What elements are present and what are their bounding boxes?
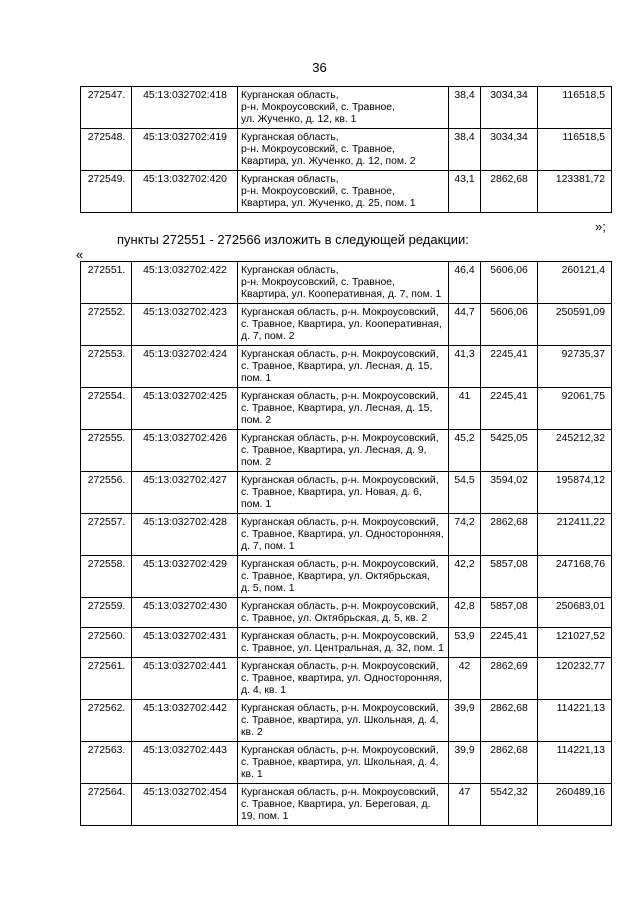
table-row: [81, 472, 612, 514]
address-line: Курганская область,: [241, 265, 339, 276]
address-line: Курганская область, р-н. Мокроусовский,: [241, 349, 439, 360]
cadastral-number-cell: 45:13:032702:424: [132, 346, 238, 388]
cadastral-value-cell: 116518,5: [538, 87, 612, 129]
address-line: Курганская область,: [241, 174, 339, 185]
rate-cell: 3594,02: [481, 472, 538, 514]
address-line: с. Травное, Квартира, ул. Лесная, д. 15,: [241, 403, 433, 414]
address-cell: [238, 346, 449, 388]
area-cell: 41,3: [449, 346, 481, 388]
cadastral-value-cell: 250591,09: [538, 304, 612, 346]
address-line: р-н. Мокроусовский, с. Травное,: [241, 144, 395, 155]
cadastral-number-cell: 45:13:032702:427: [132, 472, 238, 514]
address-line: с. Травное, Квартира, ул. Лесная, д. 9,: [241, 445, 427, 456]
cadastral-number-cell: 45:13:032702:423: [132, 304, 238, 346]
table-row: [81, 430, 612, 472]
address-line: ул. Жученко, д. 12, кв. 1: [241, 114, 357, 125]
area-cell: 46,4: [449, 262, 481, 304]
row-number-cell: 272549.: [81, 171, 132, 213]
row-number-cell: 272551.: [81, 262, 132, 304]
table-row: [81, 556, 612, 598]
area-cell: 44,7: [449, 304, 481, 346]
address-line: Курганская область, р-н. Мокроусовский,: [241, 475, 439, 486]
address-line: с. Травное, Квартира, ул. Лесная, д. 15,: [241, 361, 433, 372]
rate-cell: 2245,41: [481, 388, 538, 430]
cadastral-number-cell: 45:13:032702:420: [132, 171, 238, 213]
cadastral-number-cell: 45:13:032702:431: [132, 628, 238, 658]
property-table-main: [80, 261, 612, 826]
address-line: Курганская область, р-н. Мокроусовский,: [241, 307, 439, 318]
rate-cell: 5425,05: [481, 430, 538, 472]
address-line: с. Травное, ул. Октябрьская, д. 5, кв. 2: [241, 613, 428, 624]
row-number-cell: 272562.: [81, 700, 132, 742]
cadastral-value-cell: 114221,13: [538, 700, 612, 742]
cadastral-number-cell: 45:13:032702:429: [132, 556, 238, 598]
address-line: с. Травное, Квартира, ул. Новая, д. 6,: [241, 487, 422, 498]
rate-cell: 2862,69: [481, 658, 538, 700]
row-number-cell: 272557.: [81, 514, 132, 556]
address-line: с. Травное, Квартира, ул. Октябрьская,: [241, 571, 430, 582]
rate-cell: 2862,68: [481, 742, 538, 784]
cadastral-value-cell: 195874,12: [538, 472, 612, 514]
address-line: кв. 1: [241, 769, 263, 780]
area-cell: 45,2: [449, 430, 481, 472]
rate-cell: 5857,08: [481, 556, 538, 598]
address-cell: [238, 658, 449, 700]
property-table-top-body: [81, 87, 612, 213]
rate-cell: 2245,41: [481, 346, 538, 388]
address-line: с. Травное, ул. Центральная, д. 32, пом. 1: [241, 643, 444, 654]
cadastral-number-cell: 45:13:032702:443: [132, 742, 238, 784]
address-cell: [238, 262, 449, 304]
row-number-cell: 272560.: [81, 628, 132, 658]
table-row: [81, 784, 612, 826]
address-cell: [238, 472, 449, 514]
cadastral-number-cell: 45:13:032702:454: [132, 784, 238, 826]
area-cell: 47: [449, 784, 481, 826]
address-line: Курганская область, р-н. Мокроусовский,: [241, 391, 439, 402]
address-cell: [238, 129, 449, 171]
table-row: [81, 171, 612, 213]
property-table-main-body: [81, 262, 612, 826]
area-cell: 41: [449, 388, 481, 430]
row-number-cell: 272552.: [81, 304, 132, 346]
address-line: Курганская область,: [241, 90, 339, 101]
address-cell: [238, 87, 449, 129]
address-line: Курганская область, р-н. Мокроусовский,: [241, 703, 439, 714]
area-cell: 38,4: [449, 129, 481, 171]
address-line: Курганская область, р-н. Мокроусовский,: [241, 661, 439, 672]
area-cell: 74,2: [449, 514, 481, 556]
address-line: пом. 2: [241, 457, 272, 468]
cadastral-number-cell: 45:13:032702:425: [132, 388, 238, 430]
area-cell: 42: [449, 658, 481, 700]
row-number-cell: 272553.: [81, 346, 132, 388]
page-number: 36: [312, 60, 327, 75]
table-row: [81, 628, 612, 658]
cadastral-number-cell: 45:13:032702:441: [132, 658, 238, 700]
table-row: [81, 346, 612, 388]
address-cell: [238, 784, 449, 826]
address-line: Курганская область, р-н. Мокроусовский,: [241, 631, 439, 642]
address-line: д. 4, кв. 1: [241, 685, 287, 696]
cadastral-value-cell: 120232,77: [538, 658, 612, 700]
area-cell: 38,4: [449, 87, 481, 129]
table-row: [81, 129, 612, 171]
row-number-cell: 272558.: [81, 556, 132, 598]
row-number-cell: 272564.: [81, 784, 132, 826]
cadastral-value-cell: 250683,01: [538, 598, 612, 628]
cadastral-value-cell: 247168,76: [538, 556, 612, 598]
address-cell: [238, 556, 449, 598]
rate-cell: 2245,41: [481, 628, 538, 658]
address-line: пом. 1: [241, 499, 272, 510]
rate-cell: 2862,68: [481, 171, 538, 213]
address-cell: [238, 171, 449, 213]
cadastral-number-cell: 45:13:032702:428: [132, 514, 238, 556]
address-line: д. 5, пом. 1: [241, 583, 295, 594]
opening-quote: «: [76, 247, 84, 262]
property-table-top: [80, 86, 612, 213]
address-line: с. Травное, Квартира, ул. Односторонняя,: [241, 529, 444, 540]
address-cell: [238, 598, 449, 628]
address-cell: [238, 388, 449, 430]
table-row: [81, 598, 612, 628]
row-number-cell: 272555.: [81, 430, 132, 472]
row-number-cell: 272561.: [81, 658, 132, 700]
row-number-cell: 272554.: [81, 388, 132, 430]
row-number-cell: 272548.: [81, 129, 132, 171]
table-row: [81, 742, 612, 784]
address-line: Курганская область, р-н. Мокроусовский,: [241, 787, 439, 798]
address-line: Курганская область, р-н. Мокроусовский,: [241, 559, 439, 570]
address-line: пом. 2: [241, 415, 272, 426]
address-line: д. 7, пом. 2: [241, 331, 295, 342]
address-line: Квартира, ул. Жученко, д. 12, пом. 2: [241, 156, 416, 167]
cadastral-number-cell: 45:13:032702:430: [132, 598, 238, 628]
table-row: [81, 262, 612, 304]
table-row: [81, 304, 612, 346]
cadastral-value-cell: 212411,22: [538, 514, 612, 556]
address-cell: [238, 742, 449, 784]
area-cell: 43,1: [449, 171, 481, 213]
cadastral-value-cell: 114221,13: [538, 742, 612, 784]
area-cell: 39,9: [449, 742, 481, 784]
area-cell: 54,5: [449, 472, 481, 514]
row-number-cell: 272559.: [81, 598, 132, 628]
cadastral-value-cell: 92735,37: [538, 346, 612, 388]
address-line: Квартира, ул. Жученко, д. 25, пом. 1: [241, 198, 416, 209]
area-cell: 39,9: [449, 700, 481, 742]
cadastral-number-cell: 45:13:032702:419: [132, 129, 238, 171]
cadastral-number-cell: 45:13:032702:426: [132, 430, 238, 472]
address-cell: [238, 304, 449, 346]
area-cell: 42,8: [449, 598, 481, 628]
row-number-cell: 272547.: [81, 87, 132, 129]
rate-cell: 2862,68: [481, 514, 538, 556]
rate-cell: 5542,32: [481, 784, 538, 826]
cadastral-value-cell: 123381,72: [538, 171, 612, 213]
address-line: Квартира, ул. Кооперативная, д. 7, пом. 1: [241, 289, 442, 300]
cadastral-value-cell: 92061,75: [538, 388, 612, 430]
cadastral-value-cell: 260489,16: [538, 784, 612, 826]
address-line: р-н. Мокроусовский, с. Травное,: [241, 102, 395, 113]
address-line: Курганская область,: [241, 132, 339, 143]
cadastral-number-cell: 45:13:032702:418: [132, 87, 238, 129]
address-line: Курганская область, р-н. Мокроусовский,: [241, 517, 439, 528]
rate-cell: 5606,06: [481, 304, 538, 346]
closing-quote: »;: [595, 219, 606, 234]
address-line: пом. 1: [241, 373, 272, 384]
table-row: [81, 700, 612, 742]
amendment-instruction: пункты 272551 - 272566 изложить в следующей редакции:: [117, 232, 469, 247]
cadastral-number-cell: 45:13:032702:422: [132, 262, 238, 304]
address-line: д. 7, пом. 1: [241, 541, 295, 552]
rate-cell: 3034,34: [481, 129, 538, 171]
table-row: [81, 514, 612, 556]
cadastral-value-cell: 116518,5: [538, 129, 612, 171]
cadastral-value-cell: 245212,32: [538, 430, 612, 472]
cadastral-value-cell: 260121,4: [538, 262, 612, 304]
address-line: Курганская область, р-н. Мокроусовский,: [241, 601, 439, 612]
cadastral-number-cell: 45:13:032702:442: [132, 700, 238, 742]
address-line: Курганская область, р-н. Мокроусовский,: [241, 433, 439, 444]
address-line: 19, пом. 1: [241, 811, 289, 822]
address-line: кв. 2: [241, 727, 263, 738]
rate-cell: 5606,06: [481, 262, 538, 304]
table-row: [81, 388, 612, 430]
address-line: р-н. Мокроусовский, с. Травное,: [241, 277, 395, 288]
address-line: с. Травное, квартира, ул. Школьная, д. 4,: [241, 715, 439, 726]
address-line: с. Травное, квартира, ул. Односторонняя,: [241, 673, 443, 684]
address-cell: [238, 514, 449, 556]
address-line: Курганская область, р-н. Мокроусовский,: [241, 745, 439, 756]
address-cell: [238, 700, 449, 742]
area-cell: 53,9: [449, 628, 481, 658]
address-line: с. Травное, Квартира, ул. Береговая, д.: [241, 799, 431, 810]
table-row: [81, 87, 612, 129]
row-number-cell: 272556.: [81, 472, 132, 514]
cadastral-value-cell: 121027,52: [538, 628, 612, 658]
address-cell: [238, 430, 449, 472]
address-line: с. Травное, Квартира, ул. Кооперативная,: [241, 319, 442, 330]
row-number-cell: 272563.: [81, 742, 132, 784]
rate-cell: 5857,08: [481, 598, 538, 628]
address-line: с. Травное, квартира, ул. Школьная, д. 4,: [241, 757, 439, 768]
table-row: [81, 658, 612, 700]
address-cell: [238, 628, 449, 658]
area-cell: 42,2: [449, 556, 481, 598]
rate-cell: 2862,68: [481, 700, 538, 742]
rate-cell: 3034,34: [481, 87, 538, 129]
address-line: р-н. Мокроусовский, с. Травное,: [241, 186, 395, 197]
